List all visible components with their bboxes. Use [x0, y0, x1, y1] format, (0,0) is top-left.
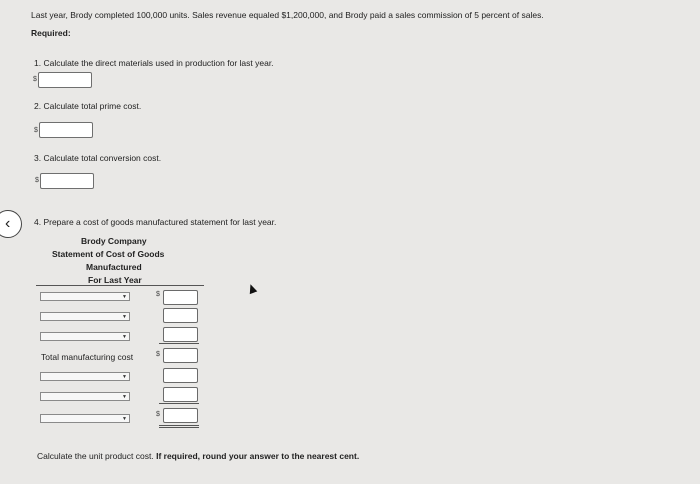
statement-row-2-select[interactable]	[40, 312, 130, 321]
statement-row-1-select[interactable]	[40, 292, 130, 301]
question-1-label: 1. Calculate the direct materials used in production for last year.	[34, 58, 274, 68]
q1-currency: $	[33, 76, 37, 83]
subtotal-rule	[159, 343, 199, 344]
required-heading: Required:	[31, 28, 71, 38]
cogm-subtotal-rule	[159, 403, 199, 404]
chevron-down-icon: ▼	[122, 294, 127, 300]
unit-cost-prompt-text: Calculate the unit product cost.	[37, 451, 154, 461]
statement-title-line2: Manufactured	[86, 262, 142, 272]
statement-row-1-amount[interactable]	[163, 290, 198, 305]
statement-row-5-amount[interactable]	[163, 368, 198, 383]
double-rule-1	[159, 425, 199, 426]
row-1-currency: $	[156, 291, 160, 298]
total-mfg-currency: $	[156, 351, 160, 358]
cost-of-goods-manufactured-amount[interactable]	[163, 408, 198, 423]
q2-currency: $	[34, 127, 38, 134]
prime-cost-input[interactable]	[39, 122, 93, 138]
statement-row-7-select[interactable]	[40, 414, 130, 423]
statement-row-3-amount[interactable]	[163, 327, 198, 342]
chevron-down-icon: ▼	[122, 416, 127, 422]
question-2-label: 2. Calculate total prime cost.	[34, 101, 142, 111]
double-rule-2	[159, 427, 199, 428]
statement-title-line3: For Last Year	[88, 275, 142, 285]
statement-row-2-amount[interactable]	[163, 308, 198, 323]
chevron-down-icon: ▼	[122, 374, 127, 380]
statement-title-line1: Statement of Cost of Goods	[52, 249, 165, 259]
statement-header-rule	[36, 285, 204, 286]
conversion-cost-input[interactable]	[40, 173, 94, 189]
statement-company: Brody Company	[81, 236, 147, 246]
statement-row-6-select[interactable]	[40, 392, 130, 401]
statement-row-3-select[interactable]	[40, 332, 130, 341]
mouse-cursor-icon	[247, 283, 258, 294]
statement-row-5-select[interactable]	[40, 372, 130, 381]
direct-materials-input[interactable]	[38, 72, 92, 88]
unit-cost-prompt	[37, 451, 359, 461]
cogm-currency: $	[156, 411, 160, 418]
q3-currency: $	[35, 177, 39, 184]
total-manufacturing-label: Total manufacturing cost	[41, 352, 134, 362]
problem-intro: Last year, Brody completed 100,000 units. Sales revenue equaled $1,200,000, and Brody paid a sales commission of 5 percent of sales.	[31, 10, 544, 20]
chevron-left-icon: ‹	[5, 215, 11, 232]
question-4-label: 4. Prepare a cost of goods manufactured statement for last year.	[34, 217, 277, 227]
chevron-down-icon: ▼	[122, 314, 127, 320]
chevron-down-icon: ▼	[122, 394, 127, 400]
unit-cost-rounding-note: If required, round your answer to the nearest cent.	[156, 451, 360, 461]
back-button[interactable]	[0, 210, 22, 238]
statement-row-6-amount[interactable]	[163, 387, 198, 402]
total-manufacturing-amount[interactable]	[163, 348, 198, 363]
question-3-label: 3. Calculate total conversion cost.	[34, 153, 162, 163]
chevron-down-icon: ▼	[122, 334, 127, 340]
